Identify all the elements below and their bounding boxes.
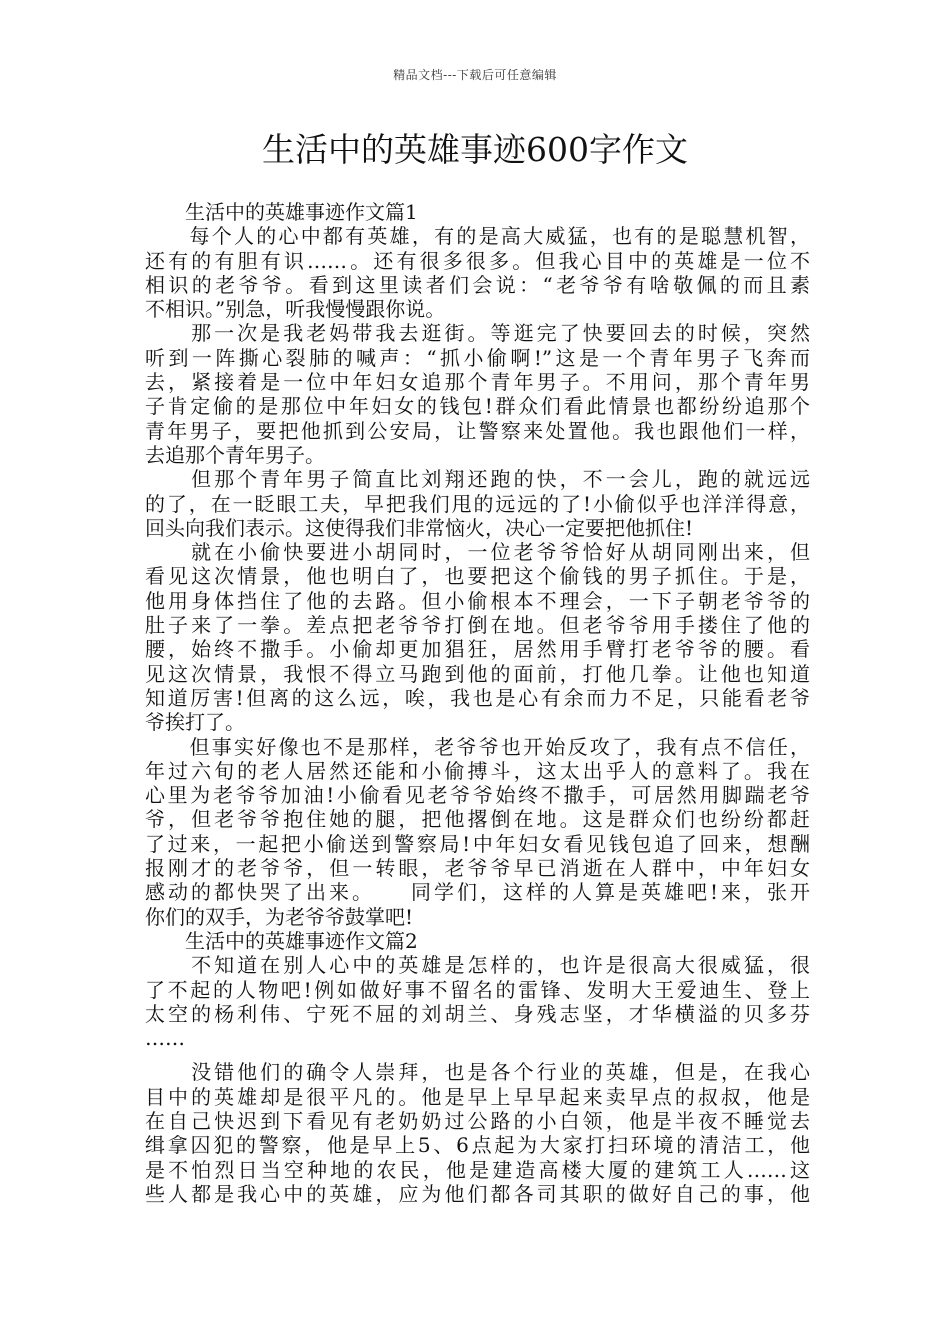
text-line: 些人都是我心中的英雄，应为他们都各司其职的做好自己的事，他 (145, 1181, 810, 1206)
text-line: 年过六旬的老人居然还能和小偷搏斗，这太出乎人的意料了。我在 (145, 758, 810, 783)
document-title: 生活中的英雄事迹600字作文 (262, 130, 688, 169)
text-line: 他用身体挡住了他的去路。但小偷根本不理会，一下子朝老爷爷的 (145, 588, 810, 613)
text-line: 那一次是我老妈带我去逛街。等逛完了快要回去的时候，突然 (145, 321, 810, 346)
text-line: 爷，但老爷爷抱住她的腿，把他撂倒在地。这是群众们也纷纷都赶 (145, 807, 810, 832)
text-line: 了过来，一起把小偷送到警察局!中年妇女看见钱包追了回来，想酬 (145, 831, 810, 856)
section-heading: 生活中的英雄事迹作文篇1 (145, 200, 418, 224)
text-line: 但那个青年男子简直比刘翔还跑的快，不一会儿，跑的就远远 (145, 467, 810, 492)
text-line: 报刚才的老爷爷，但一转眼，老爷爷早已消逝在人群中，中年妇女 (145, 856, 810, 881)
text-line: 回头向我们表示。这使得我们非常恼火，决心一定要把他抓住! (145, 515, 694, 540)
text-line: …… (145, 1026, 185, 1051)
section-heading: 生活中的英雄事迹作文篇2 (145, 928, 418, 953)
text-line: 的了，在一眨眼工夫，早把我们甩的远远的了!小偷似乎也洋洋得意， (145, 491, 810, 516)
text-line: 爷挨打了。 (145, 710, 245, 735)
text-line: 太空的杨利伟、宁死不屈的刘胡兰、身残志坚，才华横溢的贝多芬 (145, 1001, 810, 1026)
text-line: 去追那个青年男子。 (145, 442, 325, 467)
text-line: 还有的有胆有识……。还有很多很多。但我心目中的英雄是一位不 (145, 248, 810, 273)
text-line: 是不怕烈日当空种地的农民，他是建造高楼大厦的建筑工人……这 (145, 1157, 810, 1182)
text-line: 去，紧接着是一位中年妇女追那个青年男子。不用问，那个青年男 (145, 370, 810, 395)
text-line: 目中的英雄却是很平凡的。他是早上早早起来卖早点的叔叔，他是 (145, 1084, 810, 1109)
text-line: 听到一阵撕心裂肺的喊声：“抓小偷啊!”这是一个青年男子飞奔而 (145, 345, 810, 370)
text-line: 每个人的心中都有英雄，有的是高大威猛，也有的是聪慧机智， (145, 224, 810, 249)
text-line: 感动的都快哭了出来。 同学们，这样的人算是英雄吧!来，张开 (145, 880, 810, 905)
document-body (145, 200, 810, 1206)
text-line: 肚子来了一拳。差点把老爷爷打倒在地。但老爷爷用手搂住了他的 (145, 613, 810, 638)
text-line: 见这次情景，我恨不得立马跑到他的面前，打他几拳。让他也知道 (145, 661, 810, 686)
text-line: 没错他们的确令人崇拜，也是各个行业的英雄，但是，在我心 (145, 1060, 810, 1085)
text-line: 相识的老爷爷。看到这里读者们会说：“老爷爷有啥敬佩的而且素 (145, 272, 810, 297)
text-line: 不知道在别人心中的英雄是怎样的，也许是很高大很威猛，很 (145, 953, 810, 978)
header-note: 精品文档---下载后可任意编辑 (393, 68, 557, 82)
text-line: 不相识。”别急，听我慢慢跟你说。 (145, 297, 446, 322)
text-line: 缉拿囚犯的警察，他是早上5、6点起为大家打扫环境的清洁工，他 (145, 1133, 810, 1158)
text-line: 知道厉害!但离的这么远，唉，我也是心有余而力不足，只能看老爷 (145, 685, 810, 710)
text-line: 腰，始终不撒手。小偷却更加猖狂，居然用手臂打老爷爷的腰。看 (145, 637, 810, 662)
text-line: 你们的双手，为老爷爷鼓掌吧! (145, 904, 414, 929)
text-line: 在自己快迟到下看见有老奶奶过公路的小白领，他是半夜不睡觉去 (145, 1108, 810, 1133)
text-line: 看见这次情景，他也明白了，也要把这个偷钱的男子抓住。于是， (145, 564, 810, 589)
text-line: 青年男子，要把他抓到公安局，让警察来处置他。我也跟他们一样， (145, 418, 810, 443)
text-line: 了不起的人物吧!例如做好事不留名的雷锋、发明大王爱迪生、登上 (145, 977, 810, 1002)
text-line: 子肯定偷的是那位中年妇女的钱包!群众们看此情景也都纷纷追那个 (145, 394, 810, 419)
text-line: 但事实好像也不是那样，老爷爷也开始反攻了，我有点不信任， (145, 734, 810, 759)
text-line: 就在小偷快要进小胡同时，一位老爷爷恰好从胡同刚出来，但 (145, 540, 810, 565)
text-line: 心里为老爷爷加油!小偷看见老爷爷始终不撒手，可居然用脚踹老爷 (145, 783, 810, 808)
